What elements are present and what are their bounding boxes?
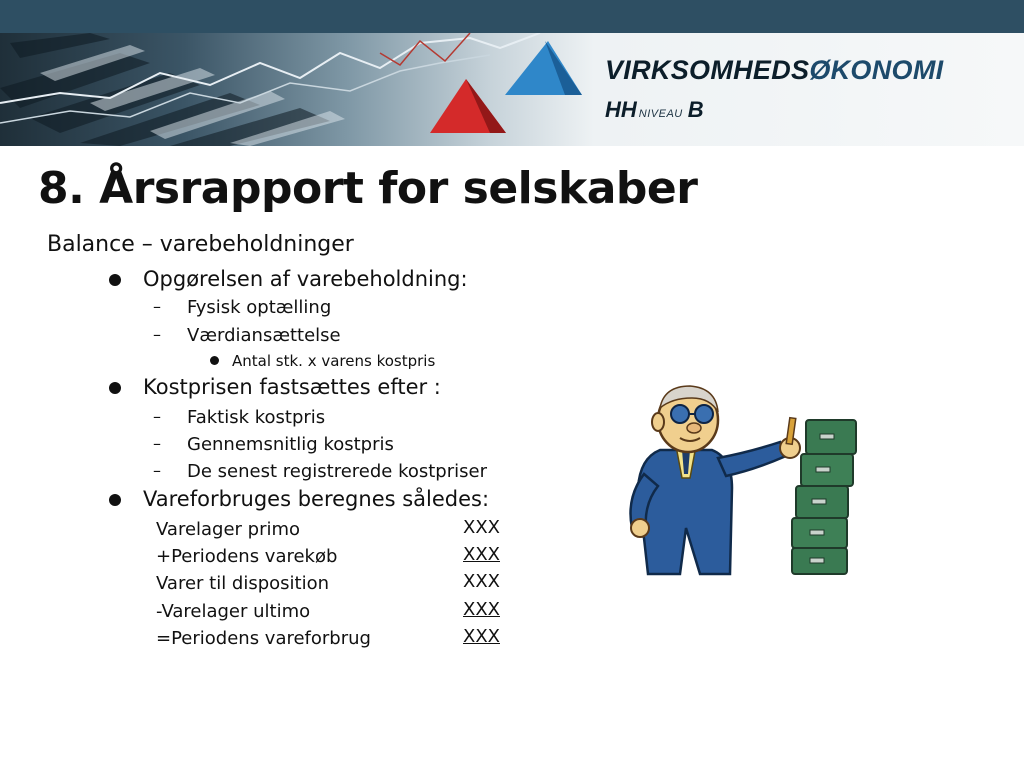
calc-value: XXX — [463, 571, 500, 592]
list-item: Gennemsnitlig kostpris — [187, 434, 394, 455]
dash-icon: – — [153, 297, 161, 316]
calc-label: Varer til disposition — [156, 573, 330, 594]
calc-label: =Periodens vareforbrug — [156, 628, 371, 649]
calc-value: XXX — [463, 544, 500, 565]
dash-icon: – — [153, 434, 161, 453]
bullet-icon — [109, 382, 121, 394]
bullet-icon — [210, 356, 219, 365]
calc-value: XXX — [463, 517, 500, 538]
section-heading: Opgørelsen af varebeholdning: — [143, 267, 468, 291]
dash-icon: – — [153, 325, 161, 344]
list-subitem: Antal stk. x varens kostpris — [232, 352, 436, 370]
calc-value: XXX — [463, 626, 500, 647]
section-heading: Kostprisen fastsættes efter : — [143, 375, 441, 399]
calc-label: +Periodens varekøb — [156, 546, 338, 567]
man-with-filing-cabinet-icon — [620, 378, 870, 583]
list-item: Værdiansættelse — [187, 325, 341, 346]
header-banner — [0, 33, 1024, 146]
list-item: Fysisk optælling — [187, 297, 332, 318]
page-title: 8. Årsrapport for selskaber — [38, 163, 698, 214]
keyboard-chart-background — [0, 33, 1024, 146]
calc-value: XXX — [463, 599, 500, 620]
dash-icon: – — [153, 407, 161, 426]
calc-label: -Varelager ultimo — [156, 601, 311, 622]
list-item: De senest registrerede kostpriser — [187, 461, 487, 482]
subtitle: Balance – varebeholdninger — [47, 232, 354, 257]
bullet-icon — [109, 494, 121, 506]
top-bar — [0, 0, 1024, 33]
calc-label: Varelager primo — [156, 519, 301, 540]
dash-icon: – — [153, 461, 161, 480]
bullet-icon — [109, 274, 121, 286]
list-item: Faktisk kostpris — [187, 407, 326, 428]
brand-title: VIRKSOMHEDSØKONOMI — [605, 55, 944, 85]
brand-level: HH NIVEAU B — [605, 97, 704, 122]
section-heading: Vareforbruges beregnes således: — [143, 487, 490, 511]
